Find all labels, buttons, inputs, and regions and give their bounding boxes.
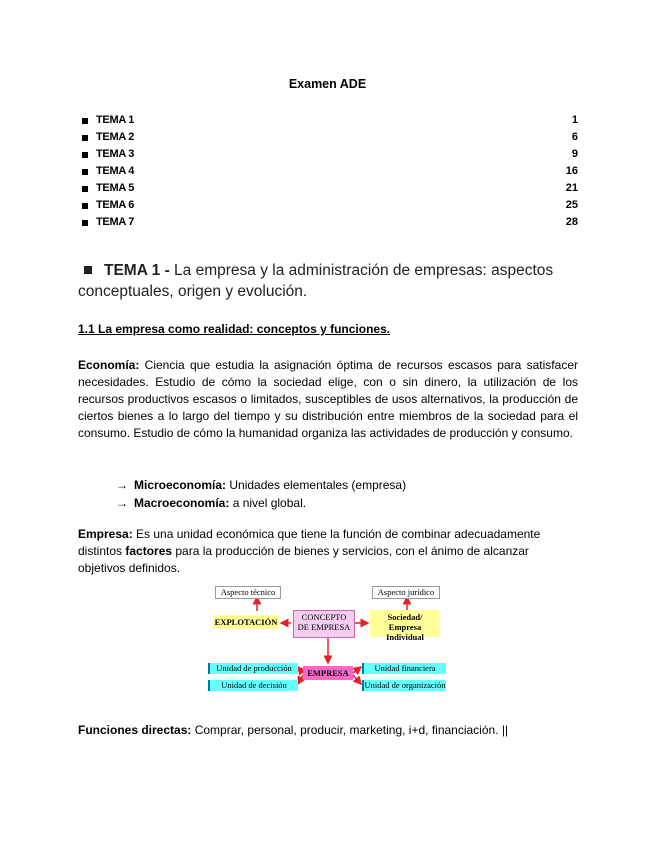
arrow-to-unidad-financiera — [353, 667, 361, 673]
concepto-line1: CONCEPTO — [301, 612, 347, 622]
branch-text: Unidades elementales (empresa) — [226, 478, 407, 492]
empresa-concept-diagram — [205, 583, 465, 698]
toc-page: 9 — [571, 148, 578, 160]
square-bullet-icon — [82, 220, 88, 226]
square-bullet-icon — [82, 203, 88, 209]
toc-entry[interactable] — [78, 198, 578, 215]
sociedad-line1: Sociedad/ — [387, 612, 423, 622]
unidad-decision-box: Unidad de decisión — [208, 680, 298, 691]
toc-label: TEMA 2 — [96, 131, 135, 143]
branch-item — [116, 494, 406, 512]
square-bullet-icon — [82, 152, 88, 158]
aspecto-tecnico-box: Aspecto técnico — [215, 586, 281, 599]
empresa-paragraph — [78, 526, 568, 577]
toc-label: TEMA 6 — [96, 199, 135, 211]
toc-page: 6 — [571, 131, 578, 143]
toc-page: 16 — [565, 165, 578, 177]
toc-label: TEMA 1 — [96, 114, 135, 126]
branch-item — [116, 476, 406, 494]
toc-page: 1 — [571, 114, 578, 126]
economia-paragraph — [78, 357, 578, 442]
right-arrow-icon: → — [116, 478, 128, 492]
branch-term: Macroeconomía: — [134, 496, 230, 510]
unidad-produccion-box: Unidad de producción — [208, 663, 298, 674]
square-bullet-icon — [82, 118, 88, 124]
square-bullet-icon — [82, 186, 88, 192]
arrow-to-unidad-organizacion — [353, 675, 361, 684]
sociedad-box — [370, 610, 440, 642]
economics-branches — [116, 476, 406, 512]
empresa-factores: factores — [125, 544, 173, 558]
funciones-paragraph — [78, 723, 508, 737]
toc-page: 25 — [565, 199, 578, 211]
concepto-line2: DE EMPRESA — [297, 622, 351, 632]
square-bullet-icon — [84, 266, 92, 274]
economia-definition: Ciencia que estudia la asignación óptima de recursos escasos para satisfacer necesidades. Estudio de cómo la sociedad elige, con o sin dinero, la utilización de los recursos productivos escasos o limitados, susceptibles de usos alternativos, la producción de ciertos bienes a lo largo del tiempo y su distribución entre miembros de la sociedad para el consumo. Estudio de cómo la humanidad organiza las actividades de producción y consumo. — [78, 358, 578, 440]
right-arrow-icon: → — [116, 496, 128, 510]
toc-label: TEMA 7 — [96, 216, 135, 228]
unidad-financiera-box: Unidad financiera — [362, 663, 446, 674]
section-heading — [78, 260, 598, 302]
square-bullet-icon — [82, 169, 88, 175]
document-title: Examen ADE — [288, 77, 367, 91]
empresa-definition-part1: Es una unidad económica que tiene la función de combinar adecuadamente distintos — [78, 527, 541, 558]
square-bullet-icon — [82, 135, 88, 141]
aspecto-juridico-box: Aspecto jurídico — [372, 586, 440, 599]
toc-label: TEMA 5 — [96, 182, 135, 194]
empresa-box: EMPRESA — [303, 666, 353, 680]
toc-entry[interactable] — [78, 113, 578, 130]
concepto-empresa-box — [293, 610, 355, 638]
toc-entry[interactable] — [78, 164, 578, 181]
empresa-term: Empresa: — [78, 527, 133, 541]
branch-text: a nivel global. — [229, 496, 307, 510]
funciones-text: Comprar, personal, producir, marketing, i+d, financiación. || — [191, 723, 509, 737]
unidad-organizacion-box: Unidad de organización — [362, 680, 446, 691]
toc-entry[interactable] — [78, 181, 578, 198]
toc-entry[interactable] — [78, 130, 578, 147]
toc-label: TEMA 4 — [96, 165, 135, 177]
toc-label: TEMA 3 — [96, 148, 135, 160]
branch-term: Microeconomía: — [134, 478, 227, 492]
table-of-contents — [78, 113, 578, 232]
toc-entry[interactable] — [78, 147, 578, 164]
toc-entry[interactable] — [78, 215, 578, 232]
subsection-heading: 1.1 La empresa como realidad: conceptos y funciones. — [78, 322, 391, 336]
empresa-definition-part2: para la producción de bienes y servicios, con el ánimo de alcanzar objetivos definidos. — [78, 544, 529, 575]
explotacion-box: EXPLOTACIÓN — [214, 617, 278, 627]
funciones-term: Funciones directas: — [78, 723, 192, 737]
economia-term: Economía: — [78, 358, 140, 372]
toc-page: 28 — [565, 216, 578, 228]
toc-page: 21 — [565, 182, 578, 194]
sociedad-line2: Empresa Individual — [386, 622, 424, 642]
section-number: TEMA 1 - — [104, 262, 170, 279]
section-title: La empresa y la administración de empresas: aspectos conceptuales, origen y evolución. — [78, 262, 554, 300]
